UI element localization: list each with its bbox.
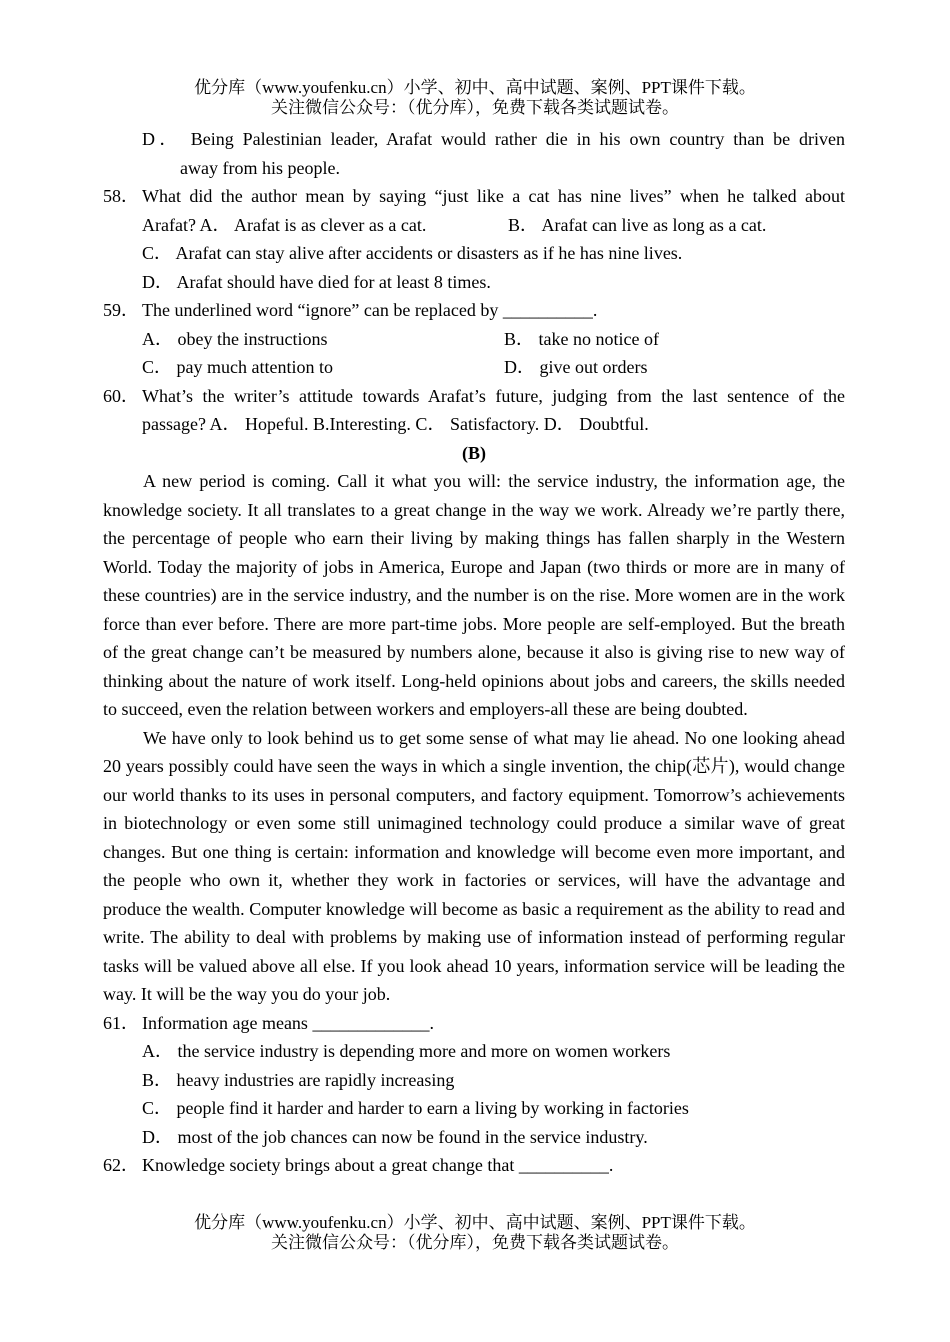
q58-number: 58． — [103, 186, 139, 206]
q61-stem: Information age means _____________. — [142, 1012, 434, 1033]
q59-option-b: B． take no notice of — [504, 328, 659, 349]
q61-number: 61． — [103, 1012, 139, 1033]
q58-options-ab — [103, 211, 845, 240]
q59-stem: The underlined word “ignore” can be replaced by __________. — [142, 300, 598, 320]
footer-line-1: 优分库（www.youfenku.cn）小学、初中、高中试题、案例、PPT课件下载。 — [194, 1213, 756, 1232]
document-body — [103, 125, 845, 1180]
header-line-2: 关注微信公众号：（优分库），免费下载各类试题试卷。 — [271, 98, 679, 117]
q59-option-a: A． obey the instructions — [142, 328, 328, 349]
page-header — [0, 78, 950, 118]
q59-option-d: D． give out orders — [504, 357, 648, 377]
question-61 — [103, 1009, 845, 1038]
section-b-heading: (B) — [462, 442, 486, 463]
q58-option-d: D． Arafat should have died for at least 8 times. — [142, 271, 491, 292]
q61-option-a: A． the service industry is depending more and more on women workers — [142, 1041, 671, 1061]
q59-options-ab — [103, 325, 845, 354]
q58-option-c: C． Arafat can stay alive after accidents or disasters as if he has nine lives. — [142, 243, 683, 263]
question-58 — [103, 182, 845, 211]
q59-number: 59． — [103, 300, 139, 320]
passage-paragraph-2: We have only to look behind us to get some sense of what may lie ahead. No one looking ahead 20 years possibly could have seen the ways in which a single invention, the chip(芯片), would change our world thanks to its uses in personal computers, and factory equipment. Tomorrow’s achievements in biotechnology or even some still unimagined technology could produce a similar wave of great changes. But one thing is certain: information and knowledge will become even more important, and the people who own it, whether they work in factories or services, will have the advantage and produce the wealth. Computer knowledge will become as basic a requirement as the ability to read and write. The ability to deal with problems by making use of information instead of performing regular tasks will be valued above all else. If you look ahead 10 years, information service will be leading the way. It will be the way you do your job. — [103, 727, 845, 1004]
q60-options: passage? A． Hopeful. B.Interesting. C． Satisfactory. D． Doubtful. — [142, 414, 649, 434]
question-60 — [103, 382, 845, 411]
q60-number: 60． — [103, 385, 139, 406]
q60-stem: What’s the writer’s attitude towards Arafat’s future, judging from the last sentence of the — [142, 385, 845, 406]
q58-option-a: Arafat? A． Arafat is as clever as a cat. — [142, 214, 427, 235]
q58-stem: What did the author mean by saying “just like a cat has nine lives” when he talked about — [142, 186, 845, 206]
header-line-1: 优分库（www.youfenku.cn）小学、初中、高中试题、案例、PPT课件下载。 — [194, 78, 756, 97]
question-62 — [103, 1151, 845, 1180]
q58-option-b: B． Arafat can live as long as a cat. — [508, 214, 767, 235]
footer-line-2: 关注微信公众号：（优分库），免费下载各类试题试卷。 — [271, 1233, 679, 1252]
q57-option-d-line1: D． Being Palestinian leader, Arafat would rather die in his own country than be driven — [142, 129, 845, 149]
page-footer — [0, 1213, 950, 1253]
q62-stem: Knowledge society brings about a great change that __________. — [142, 1155, 614, 1175]
passage-paragraph-1: A new period is coming. Call it what you will: the service industry, the information age, the knowledge society. It all translates to a great change in the way we work. Already we’re partly there, the percentage of people who earn their living by making things has fallen sharply in the Western World. Today the majority of jobs in America, Europe and Japan (two thirds or more are in many of these countries) are in the service industry, and the number is on the rise. More women are in the work force than ever before. There are more part-time jobs. More people are self-employed. But the breath of the great change can’t be measured by numbers alone, because it also is giving rise to new way of thinking about the nature of work itself. Long-held opinions about jobs and careers, the skills needed to succeed, even the relation between workers and employers-all these are being doubted. — [103, 471, 845, 719]
q57-option-d-line2: away from his people. — [180, 157, 340, 178]
question-59 — [103, 296, 845, 325]
q61-option-d: D． most of the job chances can now be found in the service industry. — [142, 1126, 648, 1147]
q61-option-c: C． people find it harder and harder to earn a living by working in factories — [142, 1098, 689, 1118]
q59-option-c: C． pay much attention to — [142, 357, 333, 377]
q59-options-cd — [103, 353, 845, 382]
q62-number: 62． — [103, 1155, 139, 1175]
q61-option-b: B． heavy industries are rapidly increasing — [142, 1069, 455, 1090]
